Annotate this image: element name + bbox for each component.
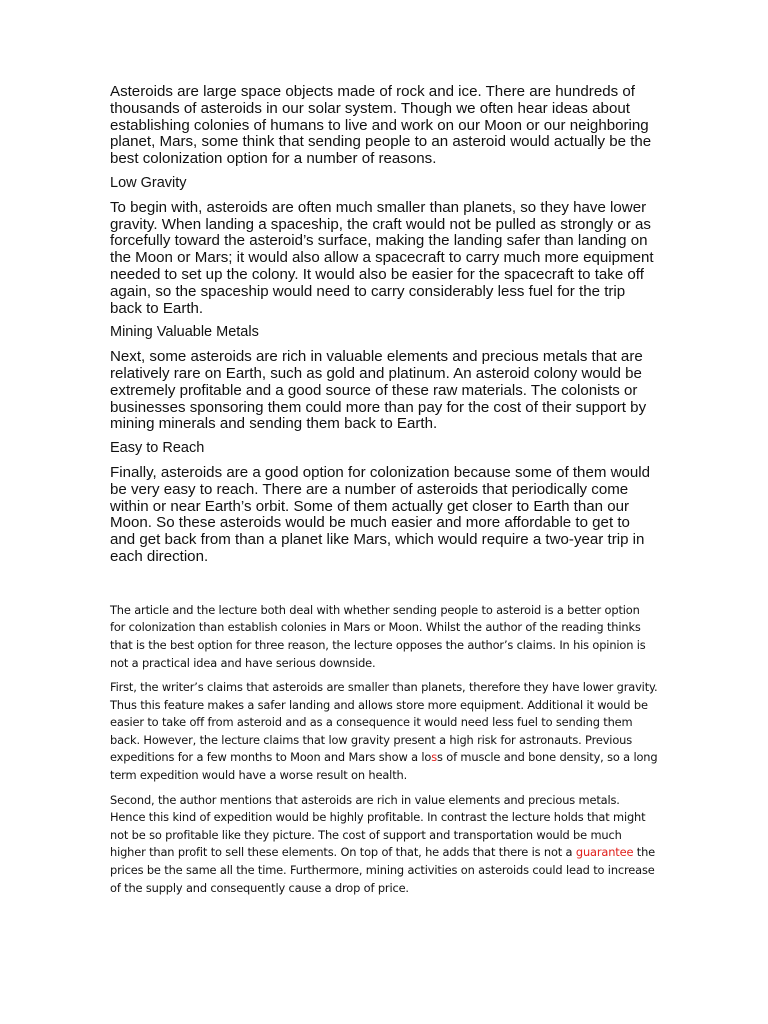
section-body-easy-to-reach: Finally, asteroids are a good option for colonization because some of them would be very easy to reach. There are a number of asteroids that periodically come within or near Earth’s orbit. Some of them actually get closer to Earth than our Moon. So these asteroids would be much easier and more affordable to get to and get back from than a planet like Mars, which would require a two-year trip in each direction. [110,463,651,565]
essay-paragraph-2-text-b: s of muscle and bone density, so a long term expedition would have a worse result on health. [110,750,658,783]
section-heading-low-gravity: Low Gravity [110,174,187,191]
essay-paragraph-1: The article and the lecture both deal with whether sending people to asteroid is a better option for colonization than establish colonies in Mars or Moon. Whilst the author of the reading thinks that is the best option for three reason, the lecture opposes the author’s claims. In his opinion is not a practical idea and have serious downside. [110,602,646,670]
spelling-error-mark: s [431,750,438,765]
essay-paragraph-2-text-a: First, the writer’s claims that asteroids are smaller than planets, therefore they have lower gravity. Thus this feature makes a safer landing and allows store more equipment. Additional it would be easier to take off from asteroid and as a consequence it would need less fuel to sending them back. However, the lecture claims that low gravity present a high risk for astronauts. Previous expeditions for a few months to Moon and Mars show a lo [110,680,658,765]
section-body-low-gravity: To begin with, asteroids are often much smaller than planets, so they have lower gravity. When landing a spaceship, the craft would not be pulled as strongly or as forcefully toward the asteroid’s surface, making the landing safer than landing on the Moon or Mars; it would also allow a spacecraft to carry much more equipment needed to set up the colony. It would also be easier for the spacecraft to take off again, so the spaceship would need to carry considerably less fuel for the trip back to Earth. [110,198,654,317]
essay-paragraph-3-text-b: the prices be the same all the time. Furthermore, mining activities on asteroids could lead to increase of the supply and consequently cause a drop of price. [110,845,656,895]
essay-paragraph-2 [110,679,658,785]
reading-intro: Asteroids are large space objects made of rock and ice. There are hundreds of thousands of asteroids in our solar system. Though we often hear ideas about establishing colonies of humans to live and work on our Moon or our neighboring planet, Mars, some think that sending people to an asteroid would actually be the best colonization option for a number of reasons. [110,83,652,168]
essay-paragraph-3-text-a: Second, the author mentions that asteroids are rich in value elements and precious metals. Hence this kind of expedition would be highly profitable. In contrast the lecture holds that might not be so profitable like they picture. The cost of support and transportation would be much higher than profit to sell these elements. On top of that, he adds that there is not a [110,792,646,860]
section-body-mining-valuable-metals: Next, some asteroids are rich in valuable elements and precious metals that are relatively rare on Earth, such as gold and platinum. An asteroid colony would be extremely profitable and a good source of these raw materials. The colonists or businesses sponsoring them could more than pay for the cost of their support by mining minerals and sending them back to Earth. [110,348,647,433]
section-heading-mining-valuable-metals: Mining Valuable Metals [110,324,259,341]
spelling-error-word: guarantee [575,845,634,860]
essay-paragraph-3 [110,792,658,898]
section-heading-easy-to-reach: Easy to Reach [110,440,205,457]
essay-response [110,602,658,898]
reading-passage [110,84,658,566]
document-page [110,84,658,904]
